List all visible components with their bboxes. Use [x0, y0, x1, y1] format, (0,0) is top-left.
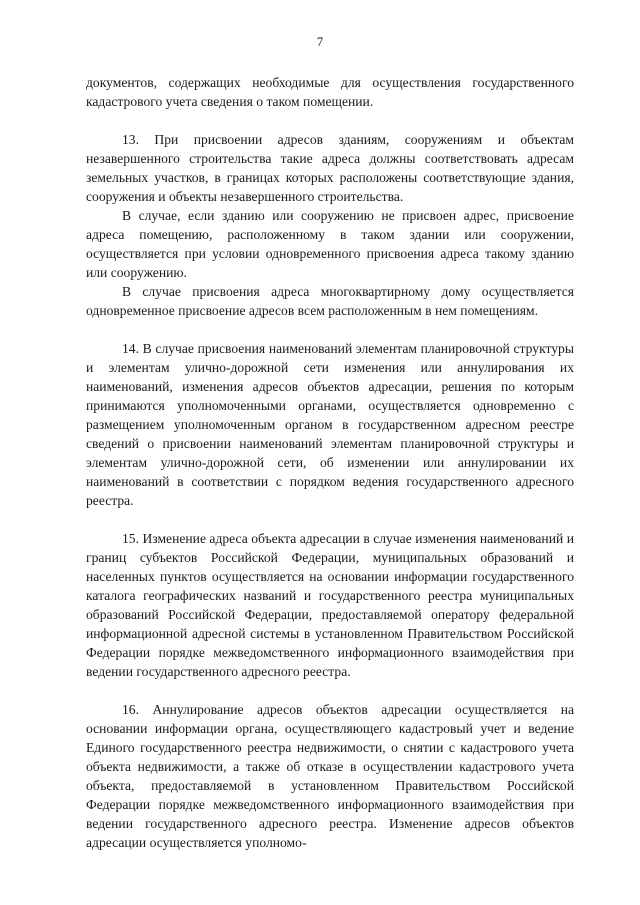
paragraph-continuation: документов, содержащих необходимые для осуществления государственного кадастрового учета сведения о таком помещении. [86, 75, 574, 109]
page-number: 7 [316, 34, 324, 49]
document-body [86, 73, 574, 852]
paragraph-15: 15. Изменение адреса объекта адресации в случае изменения наименований и границ субъектов Российской Федерации, муниципальных образований и населенных пунктов осуществляется на основании информации государственного каталога географических названий и государственного реестра муниципальных образований Российской Федерации, предоставляемой оператору федеральной информационной адресной системы в установленном Правительством Российской Федерации порядке межведомственного информационного взаимодействия при ведении государственного адресного реестра. [86, 531, 574, 679]
paragraph-16: 16. Аннулирование адресов объектов адресации осуществляется на основании информации органа, осуществляющего кадастровый учет и ведение Единого государственного реестра недвижимости, о снятии с кадастрового учета объекта недвижимости, а также об отказе в осуществлении кадастрового учета объекта, предоставляемой в установленном Правительством Российской Федерации порядке межведомственного информационного взаимодействия при ведении государственного адресного реестра. Изменение адресов объектов адресации осуществляется уполномо- [86, 702, 574, 850]
paragraph-14: 14. В случае присвоения наименований элементам планировочной структуры и элементам улично-дорожной сети изменения или аннулирования их наименований, изменения адресов объектов адресации, решения по которым принимаются уполномоченными органами, осуществляется одновременно с размещением уполномоченным органом в государственном адресном реестре сведений о присвоении наименований элементам планировочной структуры и элементам улично-дорожной сети, об изменении или аннулировании их наименований в соответствии с порядком ведения государственного адресного реестра. [86, 341, 574, 508]
paragraph-13: 13. При присвоении адресов зданиям, сооружениям и объектам незавершенного строительства такие адреса должны соответствовать адресам земельных участков, в границах которых расположены соответствующие здания, сооружения и объекты незавершенного строительства. [86, 132, 574, 204]
paragraph-13-part-3: В случае присвоения адреса многоквартирному дому осуществляется одновременное присвоение адресов всем расположенным в нем помещениям. [86, 284, 574, 318]
paragraph-13-part-2: В случае, если зданию или сооружению не присвоен адрес, присвоение адреса помещению, расположенному в таком здании или сооружении, осуществляется при условии одновременного присвоения адреса такому зданию или сооружению. [86, 208, 574, 280]
